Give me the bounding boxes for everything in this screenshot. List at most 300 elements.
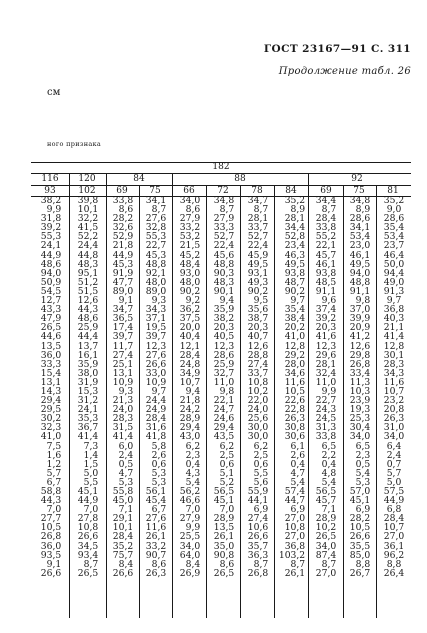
- table-cell: 46,4: [383, 249, 405, 261]
- table-cell: 38,0: [77, 367, 99, 379]
- table-cell: 34,9: [179, 367, 201, 379]
- table-cell: 46,6: [179, 495, 201, 507]
- table-cell: 49,5: [284, 258, 306, 270]
- table-cell: 31,0: [383, 422, 405, 434]
- table-cell: 37,5: [179, 313, 201, 325]
- table-cell: 24,8: [179, 358, 201, 370]
- table-continuation-caption: Продолжение табл. 26: [278, 66, 411, 77]
- table-cell: 8,6: [185, 204, 201, 216]
- standard-header: ГОСТ 23167—91 С. 311: [263, 43, 411, 55]
- table-cell: 5,2: [219, 476, 235, 488]
- body-column-divider: [69, 196, 70, 618]
- table-cell: 5,3: [151, 476, 167, 488]
- table-cell: 52,7: [247, 231, 269, 243]
- table-cell: 2,3: [185, 449, 201, 461]
- table-cell: 10,1: [77, 204, 99, 216]
- table-cell: 44,9: [112, 249, 134, 261]
- table-cell: 5,1: [219, 467, 235, 479]
- table-cell: 10,6: [247, 522, 269, 534]
- table-cell: 28,6: [349, 213, 371, 225]
- table-cell: 33,7: [247, 222, 269, 234]
- table-cell: 45,3: [145, 249, 167, 261]
- table-cell: 5,5: [83, 476, 99, 488]
- table-cell: 13,1: [112, 367, 134, 379]
- table-cell: 39,7: [112, 331, 134, 343]
- table-cell: 27,9: [213, 213, 235, 225]
- table-cell: 28,1: [315, 358, 337, 370]
- table-cell: 41,4: [112, 431, 134, 443]
- table-cell: 5,4: [290, 476, 306, 488]
- table-cell: 57,0: [349, 486, 371, 497]
- table-cell: 22,7: [145, 240, 167, 252]
- table-cell: 28,9: [213, 513, 235, 525]
- table-cell: 26,6: [145, 358, 167, 370]
- column-divider: [172, 185, 173, 196]
- table-cell: 24,4: [77, 240, 99, 252]
- table-cell: 26,1: [145, 531, 167, 543]
- table-cell: 39,9: [349, 313, 371, 325]
- table-cell: 8,7: [83, 558, 99, 570]
- table-cell: 29,4: [40, 395, 62, 407]
- table-cell: 9,1: [46, 558, 62, 570]
- table-cell: 24,5: [315, 413, 337, 425]
- table-cell: 25,9: [213, 358, 235, 370]
- table-cell: 10,5: [40, 522, 62, 534]
- table-cell: 27,4: [112, 349, 134, 361]
- table-cell: 33,3: [213, 222, 235, 234]
- data-column: [248, 196, 268, 578]
- table-cell: 11,6: [145, 522, 167, 534]
- body-column-divider: [308, 196, 309, 618]
- table-cell: 11,7: [112, 340, 134, 352]
- table-cell: 41,4: [383, 331, 405, 343]
- table-cell: 8,7: [290, 558, 306, 570]
- table-cell: 6,8: [386, 504, 402, 516]
- table-cell: 26,6: [349, 531, 371, 543]
- sub-header-divider: [308, 173, 309, 185]
- data-column: [146, 196, 166, 578]
- data-column: [180, 196, 200, 578]
- table-cell: 24,1: [77, 404, 99, 416]
- table-cell: 24,0: [247, 404, 269, 416]
- table-cell: 52,9: [112, 231, 134, 243]
- table-cell: 10,1: [112, 522, 134, 534]
- table-cell: 24,1: [40, 240, 62, 252]
- table-cell: 9,7: [151, 385, 167, 397]
- table-cell: 40,5: [213, 331, 235, 343]
- table-cell: 28,4: [145, 413, 167, 425]
- table-cell: 28,8: [247, 349, 269, 361]
- table-cell: 10,7: [383, 385, 405, 397]
- table-cell: 6,4: [386, 440, 402, 452]
- sub-header-divider: [106, 173, 107, 185]
- table-cell: 23,9: [349, 395, 371, 407]
- table-cell: 7,0: [83, 504, 99, 516]
- table-cell: 38,2: [40, 195, 62, 206]
- column-divider: [343, 185, 344, 196]
- table-cell: 5,3: [151, 467, 167, 479]
- table-cell: 13,5: [40, 340, 62, 352]
- table-cell: 48,0: [179, 276, 201, 288]
- table-cell: 27,8: [77, 513, 99, 525]
- table-cell: 33,8: [315, 431, 337, 443]
- table-cell: 35,5: [349, 540, 371, 552]
- table-cell: 34,8: [213, 195, 235, 206]
- table-cell: 45,6: [213, 249, 235, 261]
- table-cell: 32,4: [315, 367, 337, 379]
- table-cell: 23,4: [284, 240, 306, 252]
- table-cell: 28,2: [112, 213, 134, 225]
- table-cell: 8,9: [355, 204, 371, 216]
- table-cell: 36,1: [383, 540, 405, 552]
- table-cell: 1,2: [46, 458, 62, 470]
- table-cell: 34,1: [349, 222, 371, 234]
- table-cell: 34,0: [315, 540, 337, 552]
- table-cell: 21,5: [179, 240, 201, 252]
- table-cell: 33,0: [145, 367, 167, 379]
- sub-header-116: 116: [41, 174, 59, 184]
- table-cell: 8,7: [151, 204, 167, 216]
- table-cell: 30,2: [40, 413, 62, 425]
- table-cell: 35,0: [213, 540, 235, 552]
- table-cell: 9,3: [151, 295, 167, 307]
- body-column-divider: [376, 196, 377, 618]
- table-cell: 41,0: [284, 331, 306, 343]
- column-header: 69: [320, 186, 332, 196]
- table-cell: 6,9: [290, 504, 306, 516]
- table-cell: 13,5: [213, 522, 235, 534]
- table-cell: 24,4: [145, 395, 167, 407]
- table-cell: 2,4: [118, 449, 134, 461]
- table-cell: 32,2: [77, 213, 99, 225]
- table-cell: 53,4: [349, 231, 371, 243]
- table-cell: 85,0: [349, 549, 371, 561]
- table-cell: 8,4: [185, 558, 201, 570]
- table-cell: 5,3: [118, 476, 134, 488]
- table-cell: 93,8: [284, 267, 306, 279]
- table-cell: 48,7: [284, 276, 306, 288]
- table-cell: 4,3: [185, 467, 201, 479]
- sub-header-divider: [172, 173, 173, 185]
- table-cell: 37,4: [315, 304, 337, 316]
- table-cell: 33,7: [247, 367, 269, 379]
- table-cell: 36,8: [284, 540, 306, 552]
- table-cell: 39,7: [145, 331, 167, 343]
- table-cell: 9,3: [118, 385, 134, 397]
- table-cell: 39,2: [40, 222, 62, 234]
- table-cell: 30,8: [284, 422, 306, 434]
- table-cell: 44,1: [247, 495, 269, 507]
- table-cell: 51,2: [77, 276, 99, 288]
- table-cell: 26,9: [179, 567, 201, 579]
- table-cell: 0,4: [321, 458, 337, 470]
- table-cell: 90,2: [247, 285, 269, 297]
- table-cell: 46,1: [315, 258, 337, 270]
- table-cell: 8,7: [253, 558, 269, 570]
- body-column-divider: [343, 196, 344, 618]
- table-cell: 23,0: [349, 240, 371, 252]
- column-divider: [240, 185, 241, 196]
- table-cell: 9,5: [253, 295, 269, 307]
- table-cell: 12,6: [77, 295, 99, 307]
- table-cell: 20,3: [247, 322, 269, 334]
- table-cell: 38,7: [247, 313, 269, 325]
- table-cell: 12,1: [179, 340, 201, 352]
- table-cell: 8,6: [118, 204, 134, 216]
- table-cell: 45,9: [247, 249, 269, 261]
- table-cell: 19,3: [349, 404, 371, 416]
- column-divider: [308, 185, 309, 196]
- table-cell: 36,7: [77, 422, 99, 434]
- table-cell: 2,4: [386, 449, 402, 461]
- table-cell: 26,1: [213, 531, 235, 543]
- table-cell: 5,0: [386, 476, 402, 488]
- table-cell: 9,9: [321, 385, 337, 397]
- table-cell: 90,2: [179, 285, 201, 297]
- table-cell: 36,5: [112, 313, 134, 325]
- table-cell: 26,5: [315, 531, 337, 543]
- body-column-divider: [139, 196, 140, 618]
- data-column: [113, 196, 133, 578]
- table-cell: 22,0: [247, 395, 269, 407]
- column-divider: [106, 185, 107, 196]
- table-cell: 44,6: [40, 331, 62, 343]
- table-cell: 52,8: [284, 231, 306, 243]
- table-cell: 5,3: [355, 476, 371, 488]
- table-cell: 20,8: [383, 404, 405, 416]
- table-cell: 55,2: [315, 231, 337, 243]
- table-cell: 35,2: [383, 195, 405, 206]
- column-divider: [139, 185, 140, 196]
- table-cell: 6,1: [290, 440, 306, 452]
- table-cell: 22,4: [247, 240, 269, 252]
- table-cell: 1,4: [83, 449, 99, 461]
- table-cell: 21,3: [112, 395, 134, 407]
- table-cell: 5,4: [355, 467, 371, 479]
- table-cell: 26,6: [247, 531, 269, 543]
- table-cell: 37,0: [349, 304, 371, 316]
- table-cell: 48,8: [349, 276, 371, 288]
- table-cell: 27,9: [179, 513, 201, 525]
- table-cell: 9,4: [219, 295, 235, 307]
- table-cell: 55,3: [145, 231, 167, 243]
- table-cell: 35,4: [284, 304, 306, 316]
- table-cell: 94,0: [40, 267, 62, 279]
- table-cell: 7,5: [46, 440, 62, 452]
- table-cell: 22,1: [213, 395, 235, 407]
- data-column: [316, 196, 336, 578]
- table-cell: 26,4: [383, 567, 405, 579]
- table-cell: 8,8: [355, 558, 371, 570]
- table-cell: 55,8: [112, 486, 134, 497]
- table-cell: 32,6: [112, 222, 134, 234]
- table-cell: 2,3: [355, 449, 371, 461]
- table-cell: 44,4: [77, 331, 99, 343]
- table-cell: 11,6: [284, 376, 306, 388]
- table-cell: 33,8: [112, 195, 134, 206]
- table-cell: 29,8: [349, 349, 371, 361]
- table-cell: 90,2: [284, 285, 306, 297]
- table-cell: 41,6: [315, 331, 337, 343]
- table-cell: 0,4: [185, 458, 201, 470]
- table-cell: 0,4: [290, 458, 306, 470]
- body-column-divider: [240, 196, 241, 618]
- table-cell: 7,0: [46, 504, 62, 516]
- caption-fragment: ного признака: [47, 140, 102, 148]
- table-cell: 44,9: [383, 495, 405, 507]
- table-cell: 51,5: [77, 285, 99, 297]
- table-cell: 27,0: [284, 513, 306, 525]
- table-cell: 87,4: [315, 549, 337, 561]
- table-cell: 6,9: [355, 504, 371, 516]
- table-cell: 45,1: [349, 495, 371, 507]
- table-cell: 22,1: [315, 240, 337, 252]
- sub-header-120: 120: [78, 174, 96, 184]
- table-cell: 28,4: [112, 531, 134, 543]
- table-cell: 6,2: [253, 440, 269, 452]
- table-cell: 49,5: [349, 258, 371, 270]
- table-cell: 28,1: [284, 213, 306, 225]
- table-cell: 9,2: [185, 295, 201, 307]
- table-cell: 27,6: [145, 349, 167, 361]
- table-cell: 49,3: [247, 276, 269, 288]
- table-cell: 26,7: [349, 567, 371, 579]
- table-cell: 35,9: [77, 358, 99, 370]
- table-cell: 22,6: [284, 395, 306, 407]
- table-cell: 34,5: [77, 540, 99, 552]
- table-cell: 12,8: [383, 340, 405, 352]
- table-cell: 52,7: [213, 231, 235, 243]
- table-cell: 93,0: [179, 267, 201, 279]
- table-cell: 15,3: [77, 385, 99, 397]
- table-cell: 12,3: [145, 340, 167, 352]
- table-cell: 30,0: [247, 431, 269, 443]
- table-cell: 48,5: [315, 276, 337, 288]
- table-cell: 10,9: [145, 376, 167, 388]
- table-cell: 33,2: [179, 222, 201, 234]
- table-cell: 10,9: [112, 376, 134, 388]
- table-cell: 24,0: [112, 404, 134, 416]
- table-cell: 4,7: [290, 467, 306, 479]
- table-cell: 7,0: [219, 504, 235, 516]
- table-cell: 6,5: [321, 440, 337, 452]
- table-cell: 25,3: [349, 413, 371, 425]
- table-cell: 57,4: [284, 486, 306, 497]
- table-cell: 35,2: [112, 540, 134, 552]
- table-cell: 24,9: [145, 404, 167, 416]
- table-cell: 56,1: [145, 486, 167, 497]
- unit-label: см: [47, 87, 61, 98]
- table-cell: 53,4: [383, 231, 405, 243]
- table-cell: 7,1: [118, 504, 134, 516]
- table-cell: 26,6: [40, 567, 62, 579]
- table-cell: 45,2: [179, 249, 201, 261]
- group-header: 182: [212, 162, 230, 172]
- table-cell: 33,4: [349, 367, 371, 379]
- table-cell: 44,8: [77, 249, 99, 261]
- table-cell: 7,1: [321, 504, 337, 516]
- table-cell: 40,3: [383, 313, 405, 325]
- table-cell: 39,2: [315, 313, 337, 325]
- table-cell: 26,8: [247, 567, 269, 579]
- table-cell: 48,6: [40, 258, 62, 270]
- table-cell: 90,1: [213, 285, 235, 297]
- table-cell: 52,2: [77, 231, 99, 243]
- data-column: [41, 196, 61, 578]
- table-cell: 44,7: [284, 495, 306, 507]
- table-cell: 53,2: [179, 231, 201, 243]
- table-cell: 29,6: [315, 349, 337, 361]
- table-cell: 45,0: [112, 495, 134, 507]
- table-cell: 14,3: [40, 385, 62, 397]
- table-cell: 32,3: [40, 422, 62, 434]
- table-cell: 24,3: [315, 404, 337, 416]
- table-cell: 28,0: [284, 358, 306, 370]
- table-cell: 10,7: [383, 522, 405, 534]
- table-cell: 57,5: [383, 486, 405, 497]
- table-cell: 27,0: [284, 531, 306, 543]
- table-cell: 4,8: [321, 467, 337, 479]
- table-cell: 31,9: [77, 376, 99, 388]
- table-cell: 8,7: [321, 558, 337, 570]
- table-cell: 34,0: [349, 431, 371, 443]
- table-cell: 31,2: [77, 395, 99, 407]
- body-column-divider: [274, 196, 275, 618]
- table-cell: 47,9: [40, 313, 62, 325]
- table-cell: 90,7: [145, 549, 167, 561]
- table-cell: 54,5: [40, 285, 62, 297]
- table-cell: 1,5: [83, 458, 99, 470]
- table-cell: 26,5: [213, 567, 235, 579]
- table-cell: 28,9: [179, 413, 201, 425]
- table-cell: 34,4: [284, 222, 306, 234]
- column-header: 75: [353, 186, 365, 196]
- table-cell: 0,6: [253, 458, 269, 470]
- table-cell: 34,6: [284, 367, 306, 379]
- table-cell: 6,5: [355, 440, 371, 452]
- column-divider: [376, 185, 377, 196]
- table-cell: 13,7: [77, 340, 99, 352]
- table-cell: 28,4: [383, 513, 405, 525]
- table-cell: 34,0: [179, 540, 201, 552]
- table-cell: 36,0: [40, 349, 62, 361]
- table-cell: 27,9: [179, 213, 201, 225]
- table-cell: 6,2: [219, 440, 235, 452]
- data-column: [384, 196, 404, 578]
- table-cell: 6,7: [151, 504, 167, 516]
- table-cell: 91,1: [349, 285, 371, 297]
- table-cell: 8,7: [253, 204, 269, 216]
- table-cell: 26,5: [40, 322, 62, 334]
- table-cell: 12,6: [349, 340, 371, 352]
- table-cell: 19,5: [145, 322, 167, 334]
- table-cell: 8,6: [219, 558, 235, 570]
- table-cell: 20,3: [213, 322, 235, 334]
- table-cell: 56,5: [213, 486, 235, 497]
- body-column-divider: [206, 196, 207, 618]
- sub-header-84: 84: [133, 174, 145, 184]
- table-cell: 43,5: [213, 431, 235, 443]
- table-cell: 43,3: [40, 304, 62, 316]
- table-cell: 40,4: [179, 331, 201, 343]
- table-cell: 2,5: [219, 449, 235, 461]
- table-cell: 10,5: [349, 522, 371, 534]
- table-cell: 30,4: [349, 422, 371, 434]
- table-cell: 25,5: [179, 531, 201, 543]
- table-cell: 20,2: [284, 322, 306, 334]
- table-cell: 34,3: [145, 304, 167, 316]
- table-cell: 28,9: [315, 513, 337, 525]
